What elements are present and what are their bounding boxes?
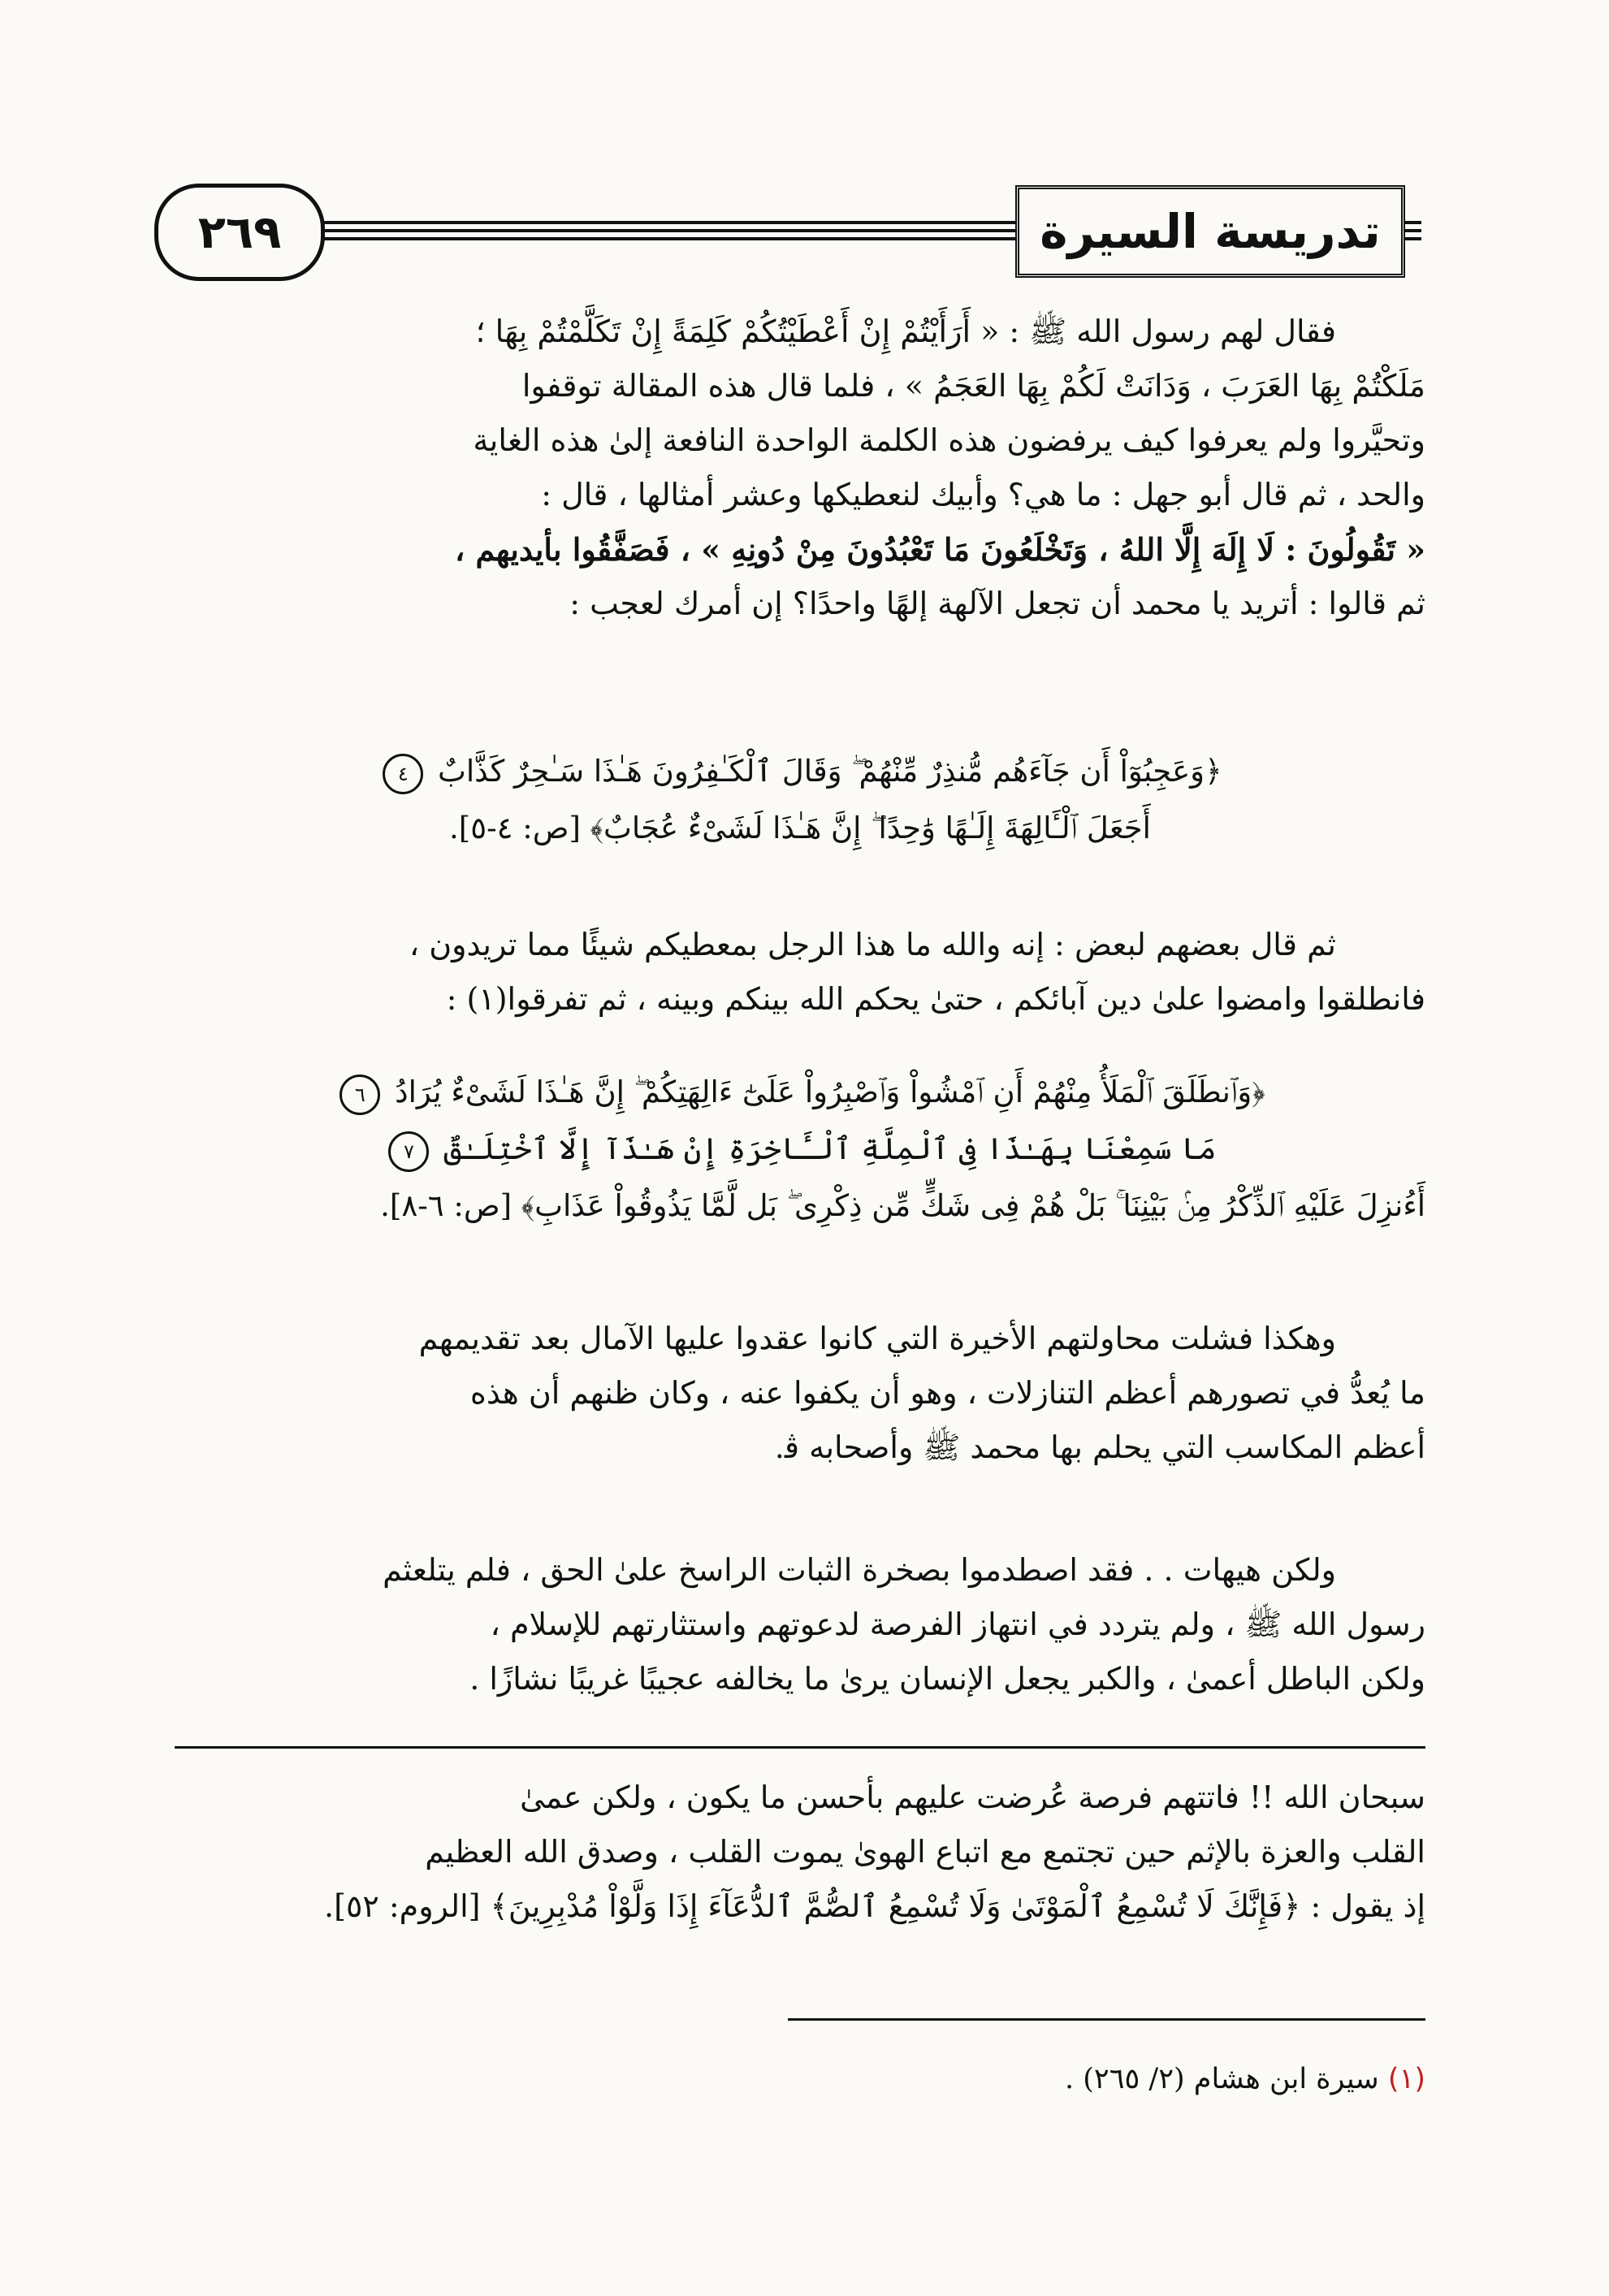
text-line: إذ يقول : ﴿فَإِنَّكَ لَا تُسْمِعُ ٱلْمَوْتَىٰ وَلَا تُسْمِعُ ٱلصُّمَّ ٱلدُّعَآءَ إِذَا وَلَّوْاْ مُدْبِرِينَ﴾ [الروم: ٥٢]. xyxy=(324,1888,1425,1924)
text-line: رسول الله ﷺ ، ولم يتردد في انتهاز الفرصة لدعوتهم واستثارتهم للإسلام ، xyxy=(490,1606,1425,1642)
verse-line xyxy=(175,1064,1425,1121)
verse-text: ﴿وَٱنطَلَقَ ٱلْمَلَأُ مِنْهُمْ أَنِ ٱمْشُواْ وَٱصْبِرُواْ عَلَىٰٓ ءَالِهَتِكُمْ ۖ إِنَّ هَـٰذَا لَشَىْءٌ يُرَادُ xyxy=(395,1074,1265,1109)
verse-line xyxy=(175,743,1425,800)
verse-line: أَجَعَلَ ٱلْـَٔالِهَةَ إِلَـٰهًا وَٰحِدًا ۖ إِنَّ هَـٰذَا لَشَىْءٌ عُجَابٌ﴾ [ص: ٤-٥]. xyxy=(449,811,1151,845)
text-line: والحد ، ثم قال أبو جهل : ما هي؟ وأبيك لنعطيكها وعشر أمثالها ، قال : xyxy=(541,477,1425,512)
text-line: سبحان الله !! فاتتهم فرصة عُرضت عليهم بأحسن ما يكون ، ولكن عمىٰ xyxy=(520,1779,1425,1815)
ayah-number-marker: ٧ xyxy=(388,1131,429,1172)
text-line: أعظم المكاسب التي يحلم بها محمد ﷺ وأصحابه ﭬ. xyxy=(774,1429,1425,1465)
page-number: ٢٦٩ xyxy=(154,184,325,281)
text-line: ما يُعدُّ في تصورهم أعظم التنازلات ، وهو أن يكفوا عنه ، وكان ظنهم أن هذه xyxy=(469,1375,1425,1411)
quran-verse-1 xyxy=(175,743,1425,857)
text-line: القلب والعزة بالإثم حين تجتمع مع اتباع الهوىٰ يموت القلب ، وصدق الله العظيم xyxy=(425,1834,1425,1870)
footnote-divider xyxy=(788,2018,1425,2021)
text-line: مَلَكْتُمْ بِهَا العَرَبَ ، وَدَانَتْ لَكُمْ بِهَا العَجَمُ » ، فلما قال هذه المقالة توقفوا xyxy=(521,368,1425,404)
verse-line xyxy=(175,1121,1425,1178)
paragraph-3 xyxy=(175,1312,1425,1475)
text-line: وتحيَّروا ولم يعرفوا كيف يرفضون هذه الكلمة الواحدة النافعة إلىٰ هذه الغاية xyxy=(473,422,1425,458)
section-divider xyxy=(175,1746,1425,1749)
footnote-number: (١) xyxy=(1387,2063,1425,2095)
paragraph-4 xyxy=(175,1543,1425,1706)
text-line: « تَقُولُونَ : لَا إِلَهَ إِلَّا اللهُ ، وَتَخْلَعُونَ مَا تَعْبُدُونَ مِنْ دُونِهِ » ، فَصَفَّقُوا بأيديهم ، xyxy=(455,531,1425,568)
ayah-number-marker: ٦ xyxy=(340,1074,380,1115)
text-line: ولكن الباطل أعمىٰ ، والكبر يجعل الإنسان يرىٰ ما يخالفه عجيبًا غريبًا نشازًا . xyxy=(469,1661,1425,1697)
footnote xyxy=(175,2059,1425,2099)
verse-text: ﴿وَعَجِبُوٓاْ أَن جَآءَهُم مُّنذِرٌ مِّنْهُمْ ۖ وَقَالَ ٱلْكَـٰفِرُونَ هَـٰذَا سَـٰحِرٌ كَذَّابٌ xyxy=(438,754,1222,789)
text-line: ثم قال بعضهم لبعض : إنه والله ما هذا الرجل بمعطيكم شيئًا مما تريدون ، xyxy=(409,927,1336,962)
paragraph-5 xyxy=(175,1771,1425,1934)
page-header xyxy=(154,179,1421,276)
verse-line: أَءُنزِلَ عَلَيْهِ ٱلذِّكْرُ مِنۢ بَيْنِنَا ۚ بَلْ هُمْ فِى شَكٍّ مِّن ذِكْرِى ۖ بَل لَّمَّا يَذُوقُواْ عَذَابِ﴾ [ص: ٦-٨]. xyxy=(380,1188,1425,1223)
text-line: ولكن هيهات . . فقد اصطدموا بصخرة الثبات الراسخ علىٰ الحق ، فلم يتلعثم xyxy=(383,1552,1336,1588)
text-line: ثم قالوا : أتريد يا محمد أن تجعل الآلهة إلهًا واحدًا؟ إن أمرك لعجب : xyxy=(569,586,1425,621)
quran-verse-2 xyxy=(175,1064,1425,1234)
footnote-text: سيرة ابن هشام (٢/ ٢٦٥) . xyxy=(1064,2063,1379,2095)
section-title: تدريسة السيرة xyxy=(1015,185,1405,278)
text-line: فقال لهم رسول الله ﷺ : « أَرَأَيْتُمْ إِنْ أَعْطَيْتُكُمْ كَلِمَةً إِنْ تَكَلَّمْتُمْ بِهَا ؛ xyxy=(475,313,1336,349)
text-line: فانطلقوا وامضوا علىٰ دين آبائكم ، حتىٰ يحكم الله بينكم وبينه ، ثم تفرقوا(١) : xyxy=(446,981,1425,1017)
paragraph-2 xyxy=(175,918,1425,1027)
ayah-number-marker: ٤ xyxy=(383,754,423,794)
text-line: وهكذا فشلت محاولتهم الأخيرة التي كانوا عقدوا عليها الآمال بعد تقديمهم xyxy=(418,1321,1336,1356)
paragraph-1 xyxy=(175,305,1425,631)
verse-text: مَا سَمِعْنَا بِهَـٰذَا فِى ٱلْمِلَّةِ ٱلْـَٔاخِرَةِ إِنْ هَـٰذَآ إِلَّا ٱخْتِلَـٰقٌ xyxy=(443,1131,1217,1166)
